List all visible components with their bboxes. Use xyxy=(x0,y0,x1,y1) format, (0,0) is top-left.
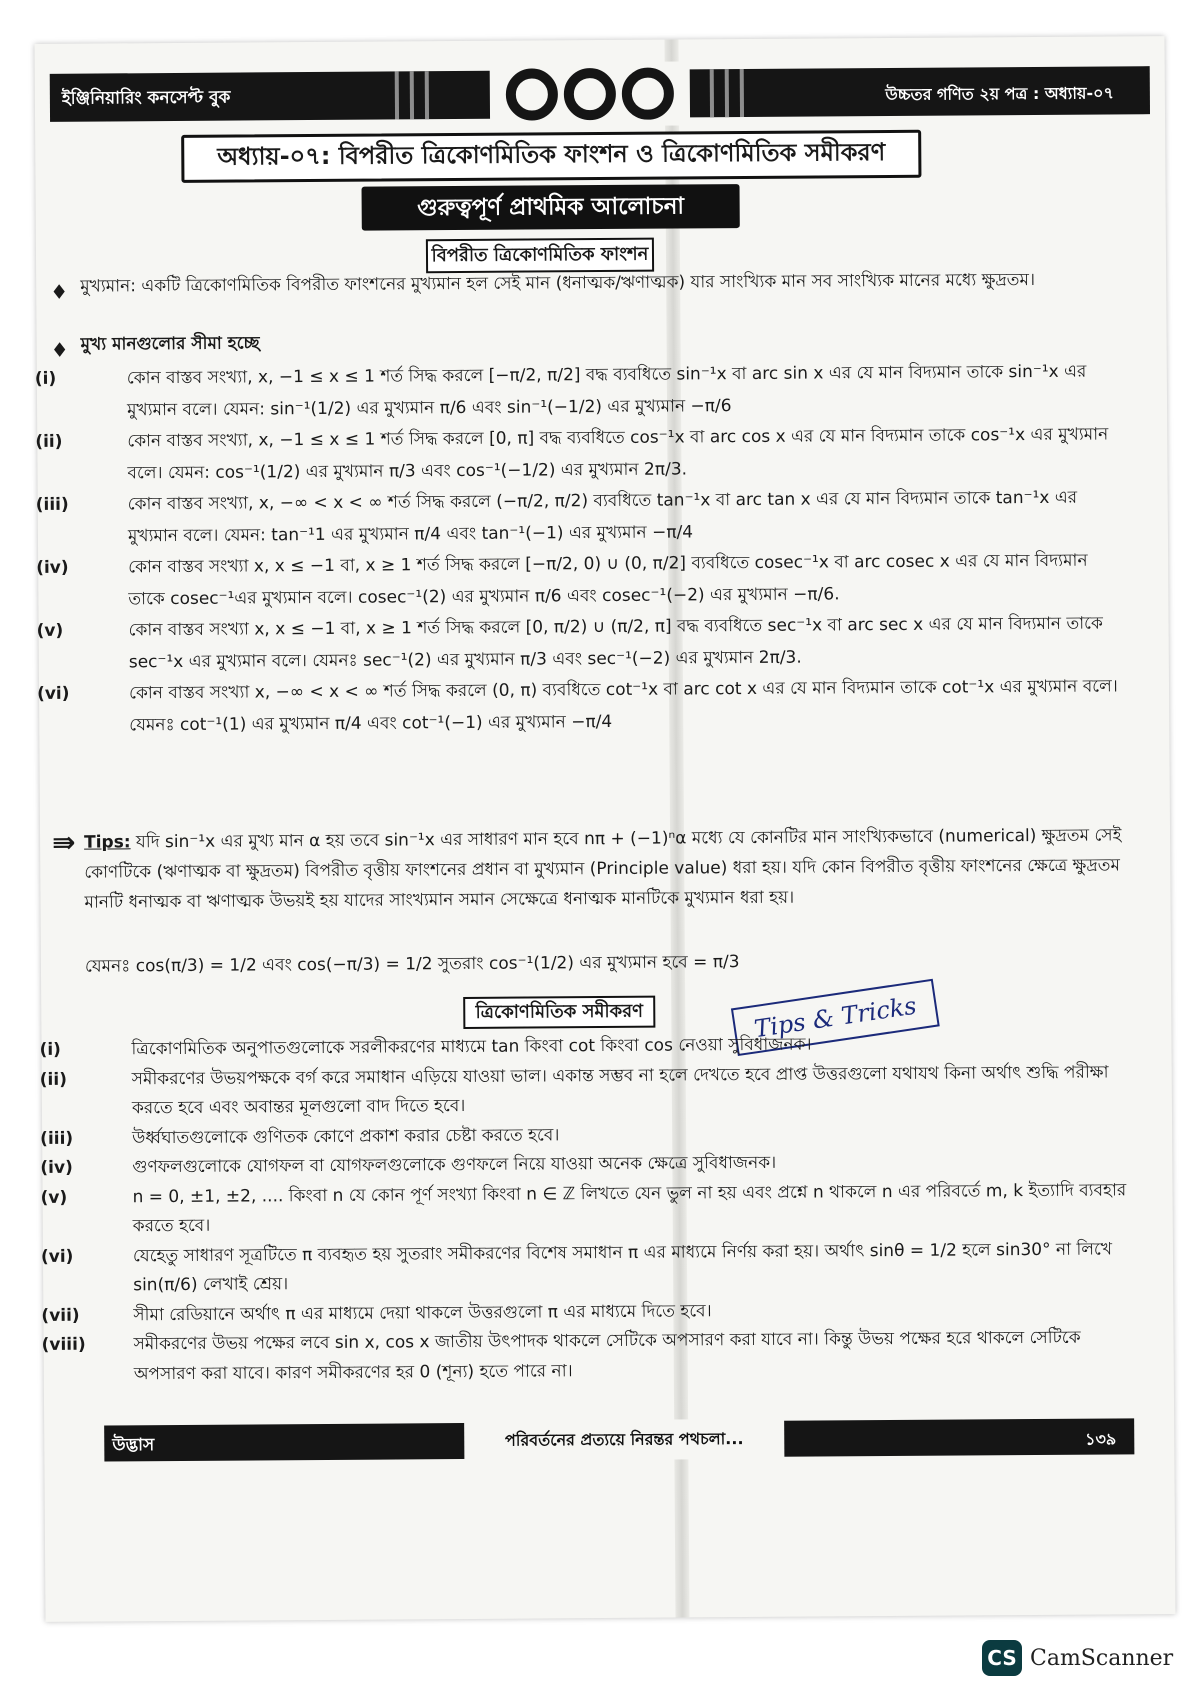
list-item xyxy=(40,1176,1127,1242)
list-item xyxy=(36,671,1123,741)
list-item xyxy=(34,356,1121,426)
principal-range-list xyxy=(34,356,1124,741)
list-item xyxy=(39,1058,1126,1124)
section-subtitle: গুরুত্বপূর্ণ প্রাথমিক আলোচনা xyxy=(362,184,740,231)
item-number: (v) xyxy=(40,1187,68,1208)
header-stripe xyxy=(740,69,744,117)
range-heading: মুখ্য মানগুলোর সীমা হচ্ছে xyxy=(80,333,260,355)
item-number: (v) xyxy=(36,620,64,641)
list-item xyxy=(36,545,1122,615)
item-number: (vii) xyxy=(41,1305,80,1326)
header-stripe xyxy=(410,71,414,119)
item-number: (ii) xyxy=(39,1069,68,1090)
section-heading-equations: ত্রিকোণমিতিক সমীকরণ xyxy=(463,996,655,1029)
item-text: সীমা রেডিয়ানে অর্থাৎ π এর মাধ্যমে দেয়া থাকলে উত্তরগুলো π এর মাধ্যমে দিতে হবে। xyxy=(133,1300,712,1325)
item-number: (iv) xyxy=(36,557,69,578)
principal-value-definition: মুখ্যমান: একটি ত্রিকোণমিতিক বিপরীত ফাংশনের মুখ্যমান হল সেই মান (ধনাত্মক/ঋণাত্মক) যার সাংখ্যিক মান সব সাংখ্যিক মানের মধ্যে ক্ষুদ্রতম। xyxy=(80,269,1036,297)
header-chapter-ref: উচ্চতর গণিত ২য় পত্র : অধ্যায়-০৭ xyxy=(885,83,1114,105)
bullet-icon: ♦ xyxy=(50,279,69,304)
chapter-title: অধ্যায়-০৭: বিপরীত ত্রিকোণমিতিক ফাংশন ও ত্রিকোণমিতিক সমীকরণ xyxy=(181,130,921,183)
tips-label: Tips: xyxy=(84,832,131,853)
handwritten-note: Tips & Tricks xyxy=(731,979,940,1056)
footer-brand: উদ্ভাস xyxy=(112,1435,155,1456)
item-number: (iii) xyxy=(40,1128,74,1149)
item-number: (iii) xyxy=(35,494,69,515)
arrow-icon: ⇛ xyxy=(51,825,76,859)
tips-paragraph xyxy=(84,820,1125,917)
item-text: সমীকরণের উভয় পক্ষের লবে sin x, cos x জাতীয় উৎপাদক থাকলে সেটিকে অপসারণ করা যাবে না। কিন্তু উভয় পক্ষের হরে থাকলে সেটিকে অপসারণ করা যাবে। কারণ সমীকরণের হর 0 (শূন্য) হতে পারে না। xyxy=(133,1327,1081,1384)
item-text: গুণফলগুলোকে যোগফল বা যোগফলগুলোকে গুণফলে নিয়ে যাওয়া অনেক ক্ষেত্রে সুবিধাজনক। xyxy=(132,1152,777,1178)
item-text: সমীকরণের উভয়পক্ষকে বর্গ করে সমাধান এড়িয়ে যাওয়া ভাল। একান্ত সম্ভব না হলে দেখতে হবে প্রাপ্ত উত্তরগুলো যথাযথ কিনা অর্থাৎ শুদ্ধি পরীক্ষা করতে হবে এবং অবান্তর মূলগুলো বাদ দিতে হবে। xyxy=(131,1061,1109,1119)
page-header xyxy=(50,66,1150,122)
item-text: কোন বাস্তব সংখ্যা, x, −∞ < x < ∞ শর্ত সিদ্ধ করলে (−π/2, π/2) ব্যবধিতে tan⁻¹x বা arc tan x এর যে মান বিদ্যমান তাকে tan⁻¹x এর মুখ্যমান বলে। যেমন: tan⁻¹1 এর মুখ্যমান π/4 এবং tan⁻¹(−1) এর মুখ্যমান −π/4 xyxy=(127,487,1078,546)
item-text: কোন বাস্তব সংখ্যা x, x ≤ −1 বা, x ≥ 1 শর্ত সিদ্ধ করলে [0, π/2) ∪ (π/2, π] বদ্ধ ব্যবধিতে sec⁻¹x বা arc sec x এর যে মান বিদ্যমান তাকে sec⁻¹x এর মুখ্যমান বলে। যেমনঃ sec⁻¹(2) এর মুখ্যমান π/3 এবং sec⁻¹(−2) এর মুখ্যমান 2π/3. xyxy=(128,613,1103,672)
page-footer xyxy=(104,1418,1134,1461)
list-item xyxy=(36,608,1122,678)
logo-ring-icon xyxy=(506,68,558,120)
item-text: কোন বাস্তব সংখ্যা x, x ≤ −1 বা, x ≥ 1 শর্ত সিদ্ধ করলে [−π/2, 0) ∪ (0, π/2] ব্যবধিতে cosec⁻¹x বা arc cosec x এর যে মান বিদ্যমান তাকে cosec⁻¹এর মুখ্যমান বলে। cosec⁻¹(2) এর মুখ্যমান π/6 এবং cosec⁻¹(−2) এর মুখ্যমান −π/6. xyxy=(128,550,1088,609)
header-stripe xyxy=(425,71,429,119)
section-heading-inverse-functions: বিপরীত ত্রিকোণমিতিক ফাংশন xyxy=(426,238,654,274)
bullet-icon: ♦ xyxy=(50,337,69,362)
list-item xyxy=(41,1323,1127,1389)
item-number: (ii) xyxy=(35,431,63,452)
item-number: (vi) xyxy=(40,1246,74,1267)
list-item xyxy=(35,482,1122,552)
item-number: (viii) xyxy=(41,1334,86,1355)
item-number: (i) xyxy=(34,368,57,389)
header-stripe xyxy=(710,69,714,117)
item-text: n = 0, ±1, ±2, .... কিংবা n যে কোন পূর্ণ সংখ্যা কিংবা n ∈ ℤ লিখতে যেন ভুল না হয় এবং প্রশ্নে n থাকলে n এর পরিবর্তে m, k ইত্যাদি ব্যবহার করতে হবে। xyxy=(132,1179,1127,1237)
item-text: কোন বাস্তব সংখ্যা, x, −1 ≤ x ≤ 1 শর্ত সিদ্ধ করলে [0, π] বদ্ধ ব্যবধিতে cos⁻¹x বা arc cos x এর যে মান বিদ্যমান তাকে cos⁻¹x এর মুখ্যমান বলে। যেমন: cos⁻¹(1/2) এর মুখ্যমান π/3 এবং cos⁻¹(−1/2) এর মুখ্যমান 2π/3. xyxy=(127,424,1109,483)
item-number: (vi) xyxy=(36,683,70,704)
book-page xyxy=(35,36,1176,1622)
camscanner-text: CamScanner xyxy=(1030,1645,1174,1671)
item-number: (iv) xyxy=(40,1157,73,1178)
item-text: যেহেতু সাধারণ সূত্রটিতে π ব্যবহৃত হয় সুতরাং সমীকরণের বিশেষ সমাধান π এর মাধ্যমে নির্ণয় করা হয়। অর্থাৎ sinθ = 1/2 হলে sin30° না লিখে sin(π/6) লেখাই শ্রেয়। xyxy=(132,1238,1113,1296)
item-text: উর্ধ্বঘাতগুলোকে গুণিতক কোণে প্রকাশ করার চেষ্টা করতে হবে। xyxy=(132,1124,560,1148)
tips-text: যদি sin⁻¹x এর মুখ্য মান α হয় তবে sin⁻¹x এর সাধারণ মান হবে nπ + (−1)ⁿα মধ্যে যে কোনটির মান সাংখ্যিকভাবে (numerical) ক্ষুদ্রতম সেই কোণটিকে (ঋণাত্মক বা ক্ষুদ্রতম) বিপরীত বৃত্তীয় ফাংশনের প্রধান বা মুখ্যমান (Principle value) ধরা হয়। যদি কোন বিপরীত বৃত্তীয় ফাংশনের ক্ষেত্রে ক্ষুদ্রতম মানটি ধনাত্মক বা ঋণাত্মক উভয়ই হয় যাদের সাংখ্যমান সমান সেক্ষেত্রে ধনাত্মক মানটিকে মুখ্যমান ধরা হয়। xyxy=(84,825,1122,913)
header-stripe xyxy=(725,69,729,117)
footer-tagline: পরিবর্তনের প্রত্যয়ে নিরন্তর পথচলা... xyxy=(464,1419,784,1461)
equation-rules-list xyxy=(39,1028,1127,1389)
logo-ring-icon xyxy=(622,68,674,120)
list-item xyxy=(40,1235,1127,1301)
header-logo-icon xyxy=(490,61,690,126)
header-stripe xyxy=(395,71,399,119)
header-book-title: ইঞ্জিনিয়ারিং কনসেপ্ট বুক xyxy=(61,87,231,109)
item-text: কোন বাস্তব সংখ্যা x, −∞ < x < ∞ শর্ত সিদ্ধ করলে (0, π) ব্যবধিতে cot⁻¹x বা arc cot x এর যে মান বিদ্যমান তাকে cot⁻¹x এর মুখ্যমান বলে। যেমনঃ cot⁻¹(1) এর মুখ্যমান π/4 এবং cot⁻¹(−1) এর মুখ্যমান −π/4 xyxy=(128,676,1118,735)
tips-example: যেমনঃ cos(π/3) = 1/2 এবং cos(−π/3) = 1/2 সুতরাং cos⁻¹(1/2) এর মুখ্যমান হবে = π/3 xyxy=(84,952,740,977)
list-item xyxy=(35,419,1121,489)
page-number: ১৩৯ xyxy=(1085,1429,1117,1449)
camscanner-icon: CS xyxy=(982,1640,1022,1676)
item-text: ত্রিকোণমিতিক অনুপাতগুলোকে সরলীকরণের মাধ্যমে tan কিংবা cot কিংবা cos নেওয়া সুবিধাজনক। xyxy=(131,1034,812,1060)
item-text: কোন বাস্তব সংখ্যা, x, −1 ≤ x ≤ 1 শর্ত সিদ্ধ করলে [−π/2, π/2] বদ্ধ ব্যবধিতে sin⁻¹x বা arc sin x এর যে মান বিদ্যমান তাকে sin⁻¹x এর মুখ্যমান বলে। যেমন: sin⁻¹(1/2) এর মুখ্যমান π/6 এবং sin⁻¹(−1/2) এর মুখ্যমান −π/6 xyxy=(126,361,1087,420)
item-number: (i) xyxy=(39,1039,61,1060)
logo-ring-icon xyxy=(564,68,616,120)
camscanner-watermark xyxy=(982,1640,1173,1676)
